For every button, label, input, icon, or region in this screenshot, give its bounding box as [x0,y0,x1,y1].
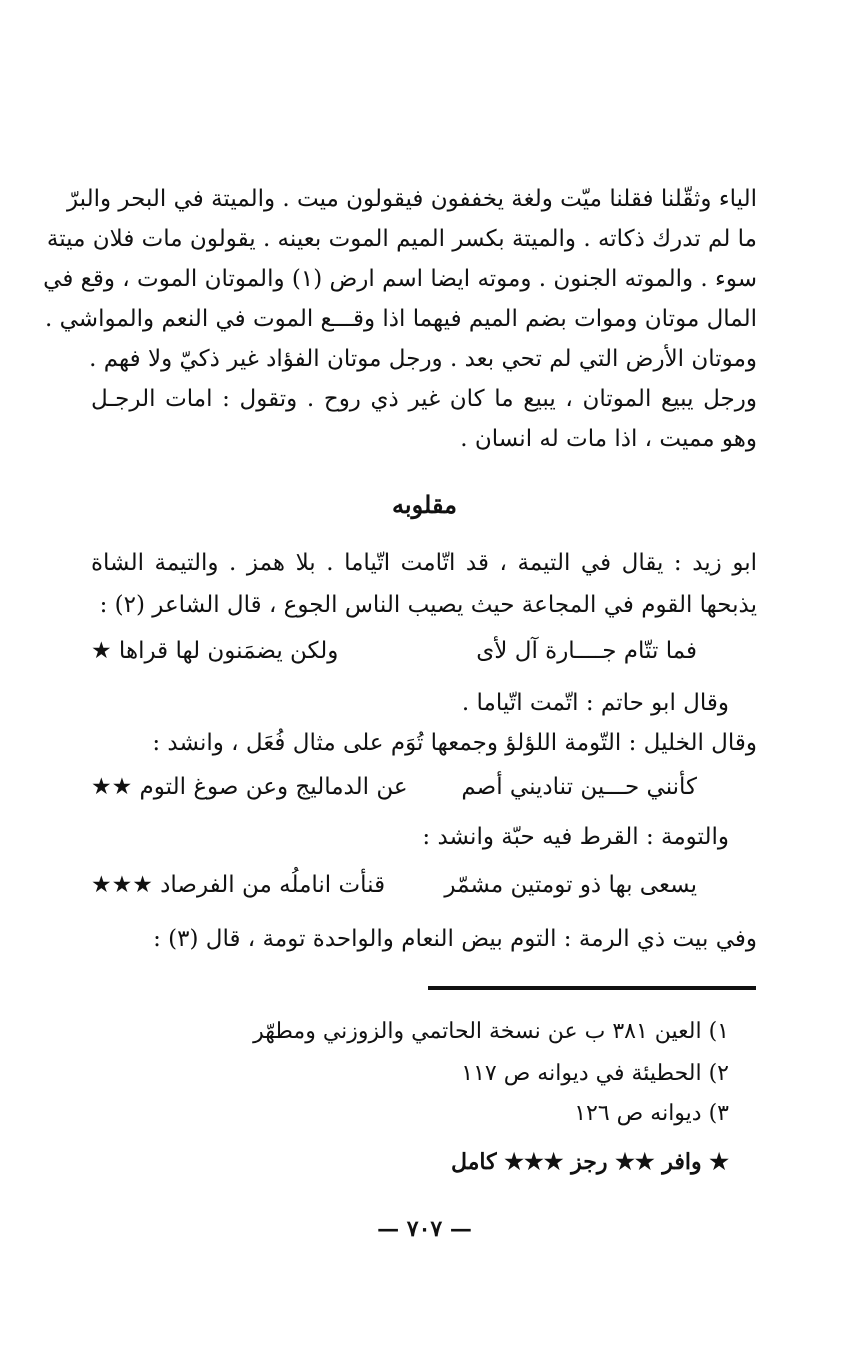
body-line-5: وموتان الأرض التي لم تحي بعد . ورجل موتان الفؤاد غير ذكيّ ولا فهم . [89,346,757,372]
khalil-line: وقال الخليل : التّومة اللؤلؤ وجمعها تُوَم على مثال فُعَل ، وانشد : [152,730,757,756]
section-line-1: ابو زيد : يقال في التيمة ، قد اتّامت اتّياما . بلا همز . والتيمة الشاة [91,550,757,576]
section-heading: مقلوبه [392,490,457,519]
verse-1-first-hemistich: فما تتّام جــــارة آل لأى [476,638,697,664]
footnote-2: ٢) الحطيئة في ديوانه ص ١١٧ [461,1061,729,1086]
footnote-1: ١) العين ٣٨١ ب عن نسخة الحاتمي والزوزني ومطهّر [253,1019,729,1044]
verse-3 [91,868,757,902]
verse-3-first-hemistich: يسعى بها ذو تومتين مشمّر [444,872,697,898]
verse-2 [91,770,757,804]
body-line-2: ما لم تدرك ذكاته . والميتة بكسر الميم الموت بعينه . يقولون مات فلان ميتة [46,226,757,252]
body-line-3: سوء . والموته الجنون . وموته ايضا اسم ارض (١) والموتان الموت ، وقع في [43,266,757,292]
meters-legend: ★ وافر ★★ رجز ★★★ كامل [450,1149,729,1175]
verse-1 [91,634,757,668]
verse-2-second-hemistich: عن الدماليج وعن صوغ التوم ★★ [91,774,408,800]
footnote-3: ٣) ديوانه ص ١٢٦ [574,1101,729,1126]
body-line-4: المال موتان وموات بضم الميم فيهما اذا وقـــع الموت في النعم والمواشي . [45,306,757,332]
tawma-line: والتومة : القرط فيه حبّة وانشد : [422,824,729,850]
body-line-7: وهو مميت ، اذا مات له انسان . [460,426,757,452]
verse-3-second-hemistich: قنأت اناملُه من الفرصاد ★★★ [91,872,386,898]
body-line-1: الياء وثقّلنا فقلنا ميّت ولغة يخففون فيقولون ميت . والميتة في البحر والبرّ [66,186,757,212]
abu-hatim-line: وقال ابو حاتم : اتّمت اتّياما . [461,690,729,716]
verse-1-second-hemistich: ولكن يضمَنون لها قراها ★ [91,638,339,664]
footnote-separator [428,986,756,990]
body-line-6: ورجل يبيع الموتان ، يبيع ما كان غير ذي روح . وتقول : امات الرجـل [91,386,757,412]
page-number: — ٧٠٧ — [377,1216,472,1242]
section-line-2: يذبحها القوم في المجاعة حيث يصيب الناس الجوع ، قال الشاعر (٢) : [99,592,757,618]
verse-2-first-hemistich: كأنني حـــين تناديني أصم [461,774,697,800]
dhi-rumma-line: وفي بيت ذي الرمة : التوم بيض النعام والواحدة تومة ، قال (٣) : [153,926,757,952]
